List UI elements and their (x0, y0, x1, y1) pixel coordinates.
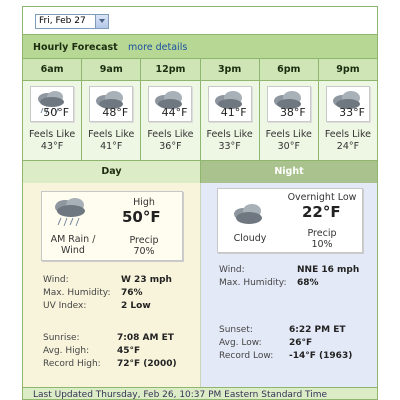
feels-like (82, 129, 140, 153)
feels-like-value: 24°F (336, 141, 360, 152)
wind-label: Wind: (219, 265, 245, 275)
stat-row (201, 351, 377, 364)
hourly-cell (201, 81, 260, 160)
precip-value: 70% (133, 246, 155, 257)
feels-like-label: Feels Like (28, 129, 76, 140)
day-night-body (23, 183, 377, 391)
feels-like-value: 41°F (100, 141, 123, 152)
day-header: Day (23, 161, 201, 183)
stat-row (201, 278, 377, 291)
low-temp: 22°F (302, 203, 341, 221)
day-stats (23, 275, 200, 314)
hourly-cell (319, 81, 377, 160)
rain-cloud-icon (48, 196, 96, 230)
feels-like-label: Feels Like (88, 129, 135, 140)
hour-label: 6am (23, 59, 82, 80)
hourly-cell (82, 81, 141, 160)
more-details-link[interactable]: more details (128, 42, 188, 53)
humidity-label: Max. Humidity: (219, 278, 287, 288)
night-panel (201, 183, 377, 391)
stat-row (23, 333, 200, 346)
stat-row (23, 346, 200, 359)
hourly-temp: 41°F (220, 106, 247, 119)
hour-label: 6pm (260, 59, 319, 80)
record-low-value: -14°F (1963) (289, 351, 353, 361)
forecast-widget (22, 6, 378, 400)
hourly-temp: 50°F (43, 106, 70, 119)
night-header: Night (201, 161, 377, 183)
weather-iconbox (89, 86, 133, 122)
record-low-label: Record Low: (219, 351, 274, 361)
weather-iconbox (267, 86, 311, 122)
precip-label: Precip (129, 235, 159, 246)
feels-like (201, 129, 259, 153)
feels-like-label: Feels Like (147, 129, 194, 140)
date-bar (23, 7, 377, 35)
hourly-temp: 38°F (279, 106, 306, 119)
night-summary-card (217, 188, 363, 253)
hourly-forecast-title: Hourly Forecast (33, 42, 118, 53)
weather-iconbox (148, 86, 192, 122)
hourly-cell (141, 81, 200, 160)
feels-like (319, 129, 377, 153)
day-almanac (23, 333, 200, 372)
sunset-label: Sunset: (219, 325, 253, 335)
precip-label: Precip (307, 228, 337, 239)
stat-row (201, 338, 377, 351)
day-precip (118, 235, 170, 257)
weather-iconbox (30, 86, 74, 122)
feels-like (23, 129, 81, 153)
feels-like-value: 36°F (159, 141, 182, 152)
high-temp: 50°F (122, 208, 161, 226)
uv-label: UV Index: (43, 301, 87, 311)
day-night-header (23, 161, 377, 183)
weather-iconbox (208, 86, 252, 122)
hourly-temp: 48°F (102, 106, 129, 119)
day-summary-card (41, 191, 183, 261)
feels-like-label: Feels Like (206, 129, 253, 140)
feels-like (141, 129, 199, 153)
humidity-value: 68% (297, 278, 319, 288)
day-panel (23, 183, 201, 391)
precip-value: 10% (311, 239, 333, 250)
hours-row (23, 59, 377, 81)
stat-row (201, 265, 377, 278)
wind-value: W 23 mph (121, 275, 172, 285)
hour-label: 3pm (201, 59, 260, 80)
wind-value: NNE 16 mph (297, 265, 360, 275)
humidity-label: Max. Humidity: (43, 288, 111, 298)
cloud-icon (228, 201, 272, 231)
avg-low-value: 26°F (289, 338, 313, 348)
humidity-value: 76% (121, 288, 143, 298)
hour-label: 9pm (336, 64, 360, 75)
hourly-cell (23, 81, 82, 160)
sunrise-label: Sunrise: (43, 333, 80, 343)
stat-row (201, 325, 377, 338)
hour-label: 9am (82, 59, 141, 80)
stat-row (23, 288, 200, 301)
sunset-value: 6:22 PM ET (289, 325, 346, 335)
feels-like-label: Feels Like (324, 129, 372, 140)
day-condition: AM Rain / Wind (50, 234, 96, 256)
night-precip (296, 228, 348, 250)
feels-like-label: Feels Like (265, 129, 312, 140)
hourly-temp: 44°F (161, 106, 188, 119)
stat-row (23, 359, 200, 372)
night-almanac (201, 325, 377, 364)
hourly-forecast-header (23, 35, 377, 59)
night-condition: Cloudy (233, 233, 267, 244)
low-label: Overnight Low (287, 192, 357, 203)
last-updated: Last Updated Thursday, Feb 26, 10:37 PM Eastern Standard Time (23, 387, 377, 400)
avg-high-label: Avg. High: (43, 346, 90, 356)
avg-high-value: 45°F (117, 346, 141, 356)
stat-row (23, 301, 200, 314)
feels-like-value: 30°F (277, 141, 300, 152)
wind-label: Wind: (43, 275, 69, 285)
weather-iconbox (326, 86, 370, 122)
date-dropdown-value: Fri, Feb 27 (39, 16, 86, 26)
night-stats (201, 265, 377, 291)
hourly-cells (23, 81, 377, 161)
chevron-down-icon[interactable] (95, 15, 108, 28)
record-high-value: 72°F (2000) (117, 359, 177, 369)
date-dropdown[interactable] (35, 14, 109, 29)
feels-like-value: 33°F (218, 141, 241, 152)
feels-like (260, 129, 318, 153)
record-high-label: Record High: (43, 359, 101, 369)
feels-like-value: 43°F (40, 141, 64, 152)
avg-low-label: Avg. Low: (219, 338, 262, 348)
hourly-temp: 33°F (339, 106, 365, 119)
uv-value: 2 Low (121, 301, 151, 311)
hour-label: 12pm (141, 59, 200, 80)
sunrise-value: 7:08 AM ET (117, 333, 174, 343)
hourly-cell (260, 81, 319, 160)
high-label: High (133, 197, 155, 208)
stat-row (23, 275, 200, 288)
